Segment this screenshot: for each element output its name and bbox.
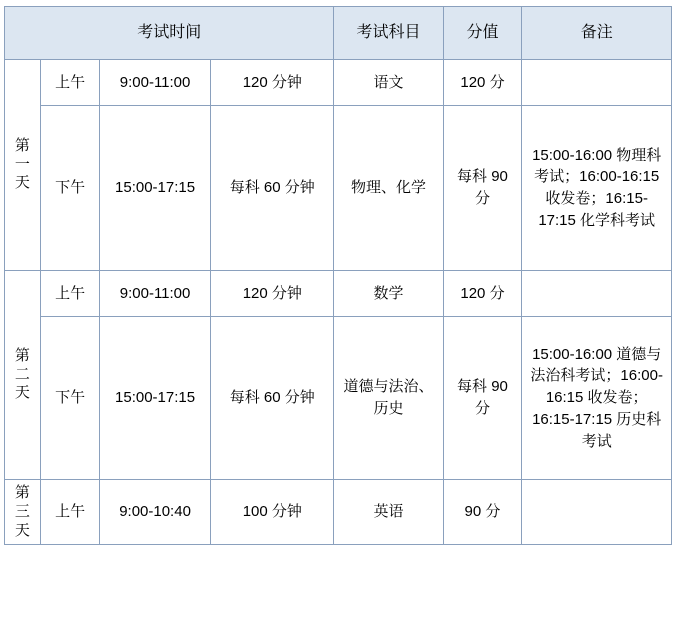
score-cell: 每科 90 分 xyxy=(443,106,522,271)
table-row xyxy=(5,271,672,317)
header-exam-time: 考试时间 xyxy=(5,7,334,60)
table-row xyxy=(5,317,672,480)
table-header xyxy=(5,7,672,60)
day-label-1: 第一天 xyxy=(14,136,31,192)
subject-cell: 英语 xyxy=(334,480,443,545)
remark-cell xyxy=(522,271,672,317)
score-cell: 每科 90 分 xyxy=(443,317,522,480)
day-label-3: 第三天 xyxy=(14,484,31,539)
score-cell: 90 分 xyxy=(443,480,522,545)
half-cell: 下午 xyxy=(41,317,100,480)
remark-cell xyxy=(522,480,672,545)
time-cell: 15:00-17:15 xyxy=(99,106,210,271)
table-row xyxy=(5,106,672,271)
header-remark: 备注 xyxy=(522,7,672,60)
half-cell: 上午 xyxy=(41,480,100,545)
half-cell: 上午 xyxy=(41,60,100,106)
day-label-2: 第二天 xyxy=(14,346,31,402)
duration-cell: 每科 60 分钟 xyxy=(211,106,334,271)
table-body xyxy=(5,60,672,545)
time-cell: 9:00-11:00 xyxy=(99,60,210,106)
time-cell: 9:00-11:00 xyxy=(99,271,210,317)
half-cell: 下午 xyxy=(41,106,100,271)
time-cell: 9:00-10:40 xyxy=(99,480,210,545)
day-cell-2 xyxy=(5,271,41,480)
subject-cell: 道德与法治、历史 xyxy=(334,317,443,480)
subject-cell: 物理、化学 xyxy=(334,106,443,271)
subject-cell: 语文 xyxy=(334,60,443,106)
day-cell-3 xyxy=(5,480,41,545)
remark-cell: 15:00-16:00 道德与法治科考试；16:00-16:15 收发卷；16:15-17:15 历史科考试 xyxy=(522,317,672,480)
half-cell: 上午 xyxy=(41,271,100,317)
duration-cell: 100 分钟 xyxy=(211,480,334,545)
duration-cell: 每科 60 分钟 xyxy=(211,317,334,480)
exam-schedule-table xyxy=(4,6,672,545)
day-cell-1 xyxy=(5,60,41,271)
exam-schedule-sheet xyxy=(0,6,676,619)
table-row xyxy=(5,480,672,545)
time-cell: 15:00-17:15 xyxy=(99,317,210,480)
header-exam-subject: 考试科目 xyxy=(334,7,443,60)
score-cell: 120 分 xyxy=(443,271,522,317)
duration-cell: 120 分钟 xyxy=(211,271,334,317)
score-cell: 120 分 xyxy=(443,60,522,106)
header-score: 分值 xyxy=(443,7,522,60)
remark-cell xyxy=(522,60,672,106)
duration-cell: 120 分钟 xyxy=(211,60,334,106)
subject-cell: 数学 xyxy=(334,271,443,317)
table-header-row xyxy=(5,7,672,60)
table-row xyxy=(5,60,672,106)
remark-cell: 15:00-16:00 物理科考试；16:00-16:15 收发卷；16:15-17:15 化学科考试 xyxy=(522,106,672,271)
